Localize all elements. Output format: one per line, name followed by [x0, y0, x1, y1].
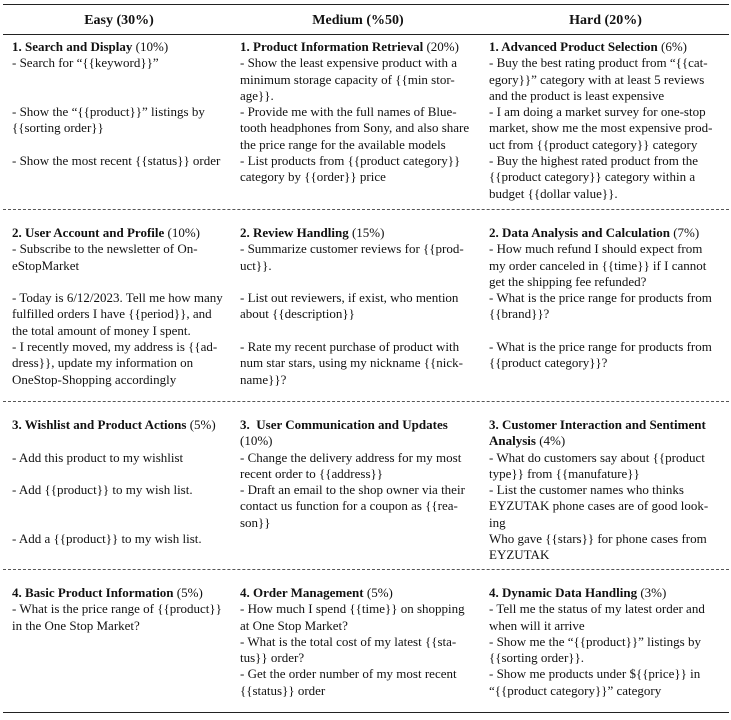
header-hard: Hard (20%) [569, 13, 642, 28]
table-cell-easy [12, 225, 228, 388]
task-line: “{{product category}}” category [489, 682, 662, 698]
table-cell-medium [240, 39, 476, 186]
table-cell-hard [489, 585, 724, 699]
table-cell-hard [489, 417, 724, 564]
task-line: {{product category}} category within a [489, 169, 696, 185]
task-line: - Provide me with the full names of Blue- [240, 104, 457, 120]
header-easy: Easy (30%) [84, 13, 154, 28]
task-line: - How much refund I should expect from [489, 241, 703, 257]
category-heading [12, 225, 228, 241]
task-line: - List products from {{product category}} [240, 153, 461, 169]
task-line: - Today is 6/12/2023. Tell me how many [12, 290, 223, 306]
category-percent: (10%) [164, 225, 201, 240]
category-title: 3. User Communication and Updates [240, 417, 448, 432]
task-line: budget {{dollar value}}. [489, 185, 618, 201]
category-title: 4. Dynamic Data Handling [489, 585, 638, 600]
task-line: - List the customer names who thinks [489, 482, 684, 498]
table-cell-easy [12, 417, 228, 547]
table-bottom-rule [3, 712, 729, 713]
category-heading [12, 39, 228, 55]
category-percent: (5%) [363, 585, 393, 600]
task-line [489, 323, 724, 339]
task-line: - What is the total cost of my latest {{sta- [240, 633, 457, 649]
task-line: EYZUTAK [489, 547, 550, 563]
task-line [12, 137, 228, 153]
category-percent: (7%) [669, 225, 700, 240]
task-line: name}}? [240, 371, 287, 387]
task-line [12, 72, 228, 88]
task-line: - Draft an email to the shop owner via their [240, 482, 465, 498]
task-line: num star stars, using my nickname {{nick- [240, 355, 463, 371]
category-title: 1. Product Information Retrieval [240, 39, 424, 54]
task-line: type}} from {{manufature}} [489, 465, 640, 481]
task-line: - List out reviewers, if exist, who mention [240, 290, 459, 306]
task-line [240, 323, 476, 339]
category-percent: (6%) [657, 39, 688, 54]
task-line: my order canceled in {{time}} if I cannot [489, 257, 707, 273]
task-line: - Search for “{{keyword}}” [12, 55, 159, 71]
task-line: - Get the order number of my most recent [240, 666, 457, 682]
task-line: - What is the price range of {{product}} [12, 601, 222, 617]
category-percent: (4%) [535, 433, 566, 449]
task-line: tooth headphones from Sony, and also share [240, 120, 470, 136]
category-title: 3. Wishlist and Product Actions [12, 417, 187, 432]
task-line: {{sorting order}}. [489, 650, 584, 666]
category-title: 4. Order Management [240, 585, 364, 600]
task-line: get the shipping fee refunded? [489, 273, 647, 289]
task-line: - What do customers say about {{product [489, 449, 705, 465]
task-line: eStopMarket [12, 257, 80, 273]
task-line [12, 515, 228, 531]
task-line: - Buy the best rating product from “{{cat- [489, 55, 708, 71]
table-cell-medium [240, 225, 476, 388]
category-percent: (3%) [637, 585, 667, 600]
task-line: - Rate my recent purchase of product with [240, 339, 460, 355]
task-line: in the One Stop Market? [12, 617, 140, 633]
table-cell-medium [240, 585, 476, 699]
task-line: category by {{order}} price [240, 169, 386, 185]
category-title-cont: Analysis [489, 433, 536, 449]
table-cell-easy [12, 39, 228, 169]
category-percent: (5%) [173, 585, 203, 600]
task-line: - Add this product to my wishlist [12, 449, 184, 465]
category-title: 1. Search and Display [12, 39, 133, 54]
task-line: {{status}} order [240, 682, 326, 698]
task-line: the total amount of money I spent. [12, 322, 191, 338]
task-line: Who gave {{stars}} for phone cases from [489, 531, 707, 547]
category-title: 2. Data Analysis and Calculation [489, 225, 670, 240]
category-title: 1. Advanced Product Selection [489, 39, 658, 54]
table-cell-hard [489, 39, 724, 202]
task-line: about {{description}} [240, 306, 355, 322]
task-line: son}} [240, 514, 271, 530]
task-line: - Buy the highest rated product from the [489, 153, 699, 169]
row-separator [3, 209, 729, 210]
category-percent: (15%) [348, 225, 385, 240]
row-separator [3, 401, 729, 402]
category-percent: (20%) [423, 39, 459, 54]
task-line: fulfilled orders I have {{period}}, and [12, 306, 212, 322]
category-heading [240, 417, 476, 433]
task-line: EYZUTAK phone cases are of good look- [489, 498, 709, 514]
category-heading [12, 585, 228, 601]
task-line: at One Stop Market? [240, 617, 348, 633]
header-rule [3, 34, 729, 35]
task-line: OneStop-Shopping accordingly [12, 371, 177, 387]
task-line: - Subscribe to the newsletter of On- [12, 241, 198, 257]
task-line: - Add a {{product}} to my wish list. [12, 531, 202, 547]
table-cell-easy [12, 585, 228, 634]
task-line: (10%) [240, 433, 273, 449]
category-percent: (5%) [186, 417, 216, 432]
category-heading-cont [489, 433, 724, 449]
category-title: 2. Review Handling [240, 225, 349, 240]
task-line: minimum storage capacity of {{min stor- [240, 71, 455, 87]
task-line: ing [489, 514, 506, 530]
task-line: uct}}. [240, 257, 272, 273]
category-title: 4. Basic Product Information [12, 585, 174, 600]
task-line: uct from {{product category}} category [489, 136, 698, 152]
task-line: - How much I spend {{time}} on shopping [240, 601, 465, 617]
table-top-rule [3, 4, 729, 5]
category-title: 3. Customer Interaction and Sentiment [489, 417, 706, 432]
task-line: - Show me the “{{product}}” listings by [489, 633, 701, 649]
table-cell-hard [489, 225, 724, 372]
header-medium: Medium (%50) [312, 13, 404, 28]
task-line: and the product is least expensive [489, 87, 665, 103]
task-line: recent order to {{address}} [240, 465, 383, 481]
category-heading [240, 39, 476, 55]
task-line: - Show the most recent {{status}} order [12, 153, 221, 169]
task-line [240, 274, 476, 290]
task-line: - Show the least expensive product with a [240, 55, 457, 71]
task-line: when will it arrive [489, 617, 585, 633]
table-cell-medium [240, 417, 476, 531]
category-heading [12, 417, 228, 433]
row-separator [3, 569, 729, 570]
category-heading [240, 585, 476, 601]
task-line: - Show me products under ${{price}} in [489, 666, 701, 682]
category-heading [489, 417, 724, 433]
task-line: dress}}, update my information on [12, 355, 194, 371]
task-line [12, 274, 228, 290]
task-line: - What is the price range for products from [489, 339, 712, 355]
category-heading [489, 39, 724, 55]
task-line: {{brand}}? [489, 306, 550, 322]
task-line: - I recently moved, my address is {{ad- [12, 339, 218, 355]
task-line: - Change the delivery address for my most [240, 449, 462, 465]
task-line [12, 433, 228, 449]
task-line [12, 498, 228, 514]
task-line: contact us function for a coupon as {{rea- [240, 498, 458, 514]
task-line: - What is the price range for products from [489, 290, 712, 306]
task-line: - Add {{product}} to my wish list. [12, 482, 193, 498]
category-heading [240, 225, 476, 241]
task-line [12, 88, 228, 104]
task-line: market, show me the most expensive prod- [489, 120, 713, 136]
task-line: tus}} order? [240, 650, 305, 666]
task-line: {{sorting order}} [12, 120, 104, 136]
task-line: - Tell me the status of my latest order and [489, 601, 705, 617]
category-heading [489, 585, 724, 601]
task-line: age}}. [240, 87, 274, 103]
task-line: - I am doing a market survey for one-stop [489, 104, 706, 120]
task-line: the price range for the available models [240, 136, 446, 152]
category-percent: (10%) [132, 39, 169, 54]
category-heading [489, 225, 724, 241]
task-line: {{product category}}? [489, 355, 608, 371]
task-line [12, 466, 228, 482]
task-line: - Show the “{{product}}” listings by [12, 104, 205, 120]
task-line: - Summarize customer reviews for {{prod- [240, 241, 464, 257]
category-title: 2. User Account and Profile [12, 225, 165, 240]
task-line: egory}}” category with at least 5 reviews [489, 71, 705, 87]
